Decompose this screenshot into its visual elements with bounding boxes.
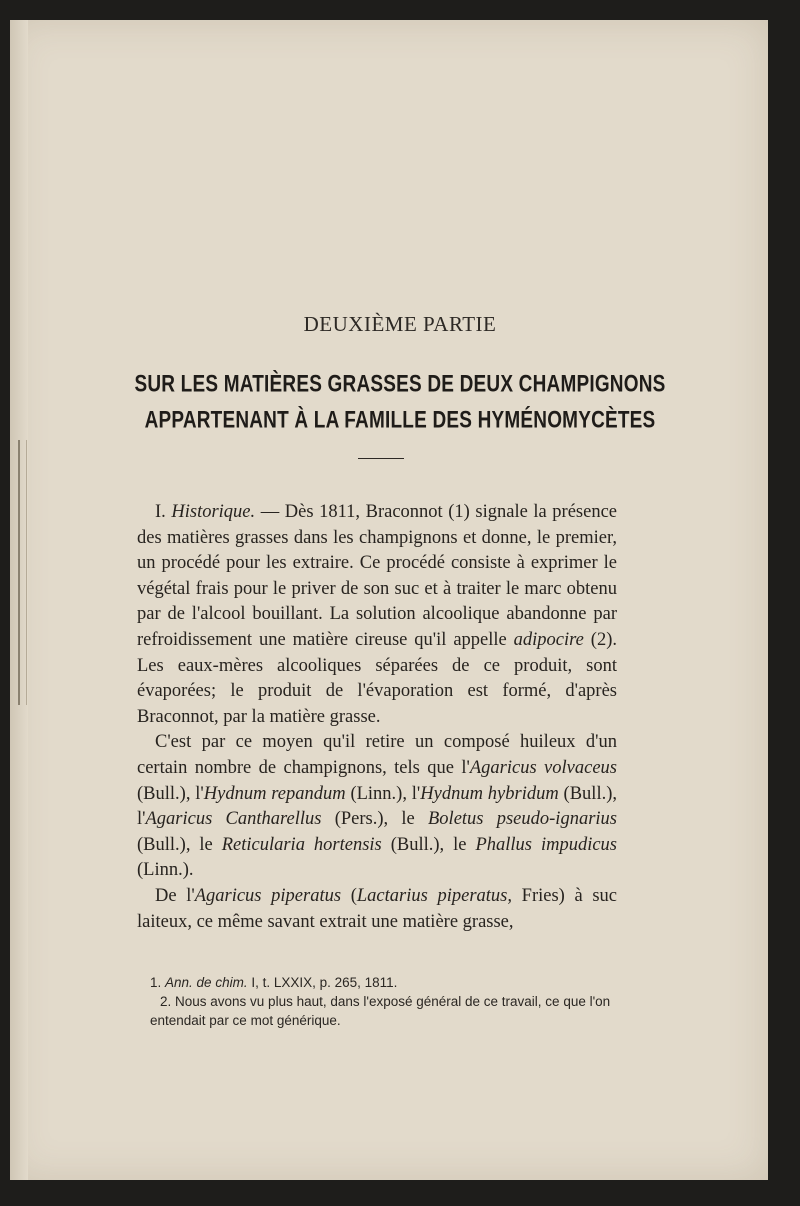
- footnote-number: 1.: [150, 975, 162, 990]
- paragraph-text: (2). Les eaux-mères alcooliques séparées de ce produit, sont évaporées; le produit de l'évaporation est formé, d'après Braconnot, par la matière grasse.: [137, 629, 617, 727]
- paragraph-text: C'est par ce moyen qu'il retire un composé huileux d'un certain nombre de champignons, tels que l': [137, 732, 617, 778]
- footnote-text: I, t. LXXIX, p. 265, 1811.: [247, 975, 398, 990]
- paragraph-text: (: [341, 885, 357, 906]
- paragraph-species: [137, 730, 617, 884]
- paragraph-text: — Dès 1811, Braconnot (1) signale la présence des matières grasses dans les champignons et donne, le premier, un procédé pour les extraire. Ce procédé consiste à exprimer le végétal frais pour le priver de son suc et à traiter le marc obtenu par de l'alcool bouillant. La solution alcoolique abandonne par refroidissement une matière cireuse qu'il appelle: [137, 502, 617, 650]
- species-name: Hydnum hybridum: [420, 783, 559, 804]
- species-name: Lactarius piperatus,: [356, 885, 512, 906]
- binding-stitch: [18, 440, 27, 705]
- chapter-title-line-2: APPARTENANT À LA FAMILLE DES HYMÉNOMYCÈTES: [144, 407, 656, 434]
- paragraph-historique: [137, 500, 617, 730]
- paragraph-text: (Bull.), l': [137, 783, 204, 804]
- italic-term: adipocire: [513, 629, 584, 650]
- section-heading: Historique.: [171, 502, 256, 522]
- footnotes: [150, 973, 620, 1030]
- species-name: Reticularia hortensis: [221, 834, 382, 855]
- species-name: Hydnum repandum: [203, 783, 346, 804]
- footnote-2: 2. Nous avons vu plus haut, dans l'exposé général de ce travail, ce que l'on entendait par ce mot générique.: [150, 994, 611, 1028]
- chapter-title-line-1: SUR LES MATIÈRES GRASSES DE DEUX CHAMPIGNONS: [134, 371, 666, 398]
- paragraph-text: (Linn.).: [137, 860, 194, 881]
- paragraph-text: (Pers.), le: [321, 809, 428, 830]
- paragraph-text: Fries) à suc laiteux, ce même savant extrait une matière grasse,: [137, 885, 617, 932]
- section-number: I.: [155, 502, 166, 522]
- part-title: DEUXIÈME PARTIE: [303, 312, 497, 336]
- footnote-source: Ann. de chim.: [165, 975, 248, 990]
- species-name: Agaricus volvaceus: [469, 757, 617, 778]
- paragraph-text: (Linn.), l': [345, 783, 421, 804]
- species-name: Boletus pseudo-ignarius: [428, 809, 617, 830]
- species-name: Agaricus Cantharellus: [145, 809, 322, 830]
- paragraph-text: (Bull.), le: [381, 834, 476, 855]
- paragraph-text: De l': [155, 885, 195, 906]
- body-text: [137, 500, 617, 935]
- footnote-1: [150, 973, 620, 992]
- title-divider: [358, 458, 404, 459]
- paragraph-text: (Bull.), le: [137, 834, 222, 855]
- paragraph-piperatus: [137, 884, 617, 935]
- species-name: Phallus impudicus: [475, 834, 617, 855]
- species-name: Agaricus piperatus: [194, 885, 342, 906]
- paragraph-text: (Bull.), l': [137, 783, 617, 830]
